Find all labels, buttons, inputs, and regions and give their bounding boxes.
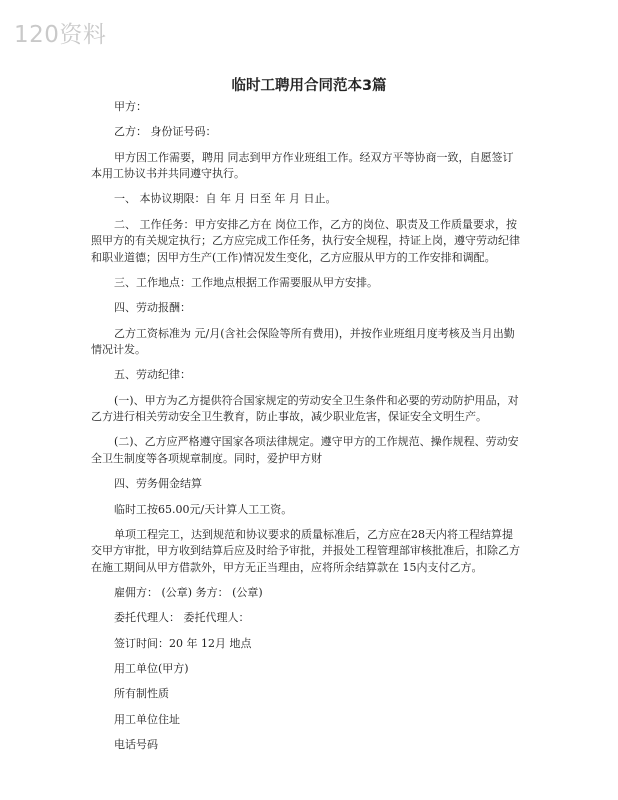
intro-paragraph: 甲方因工作需要，聘用 同志到甲方作业班组工作。经双方平等协商一致，自愿签订本用工协议书并共同遵守执行。 [91, 150, 514, 181]
clause-settlement-rate: 临时工按65.00元/天计算人工工资。 [114, 502, 293, 516]
employer-address: 用工单位住址 [114, 712, 180, 726]
clause-location: 三、工作地点：工作地点根据工作需要服从甲方安排。 [114, 275, 378, 289]
document-title: 临时工聘用合同范本3篇 [231, 78, 387, 94]
document-body [91, 99, 521, 762]
clause-settlement-heading: 四、劳务佣金结算 [114, 477, 202, 491]
watermark: 120资料 [14, 22, 107, 48]
phone-number: 电话号码 [114, 737, 158, 751]
signing-date: 签订时间：20 年 12月 地点 [114, 636, 252, 650]
party-a-line: 甲方： [114, 100, 147, 113]
clause-settlement-text: 单项工程完工，达到规范和协议要求的质量标准后，乙方应在28天内将工程结算提交甲方审批，甲方收到结算后应及时给予审批，并报处工程管理部审核批准后，扣除乙方在施工期间从甲方借款外，甲方无正当理由，应将所余结算款在 15内支付乙方。 [91, 527, 520, 574]
ownership-type: 所有制性质 [114, 687, 169, 701]
clause-tasks: 二、 工作任务：甲方安排乙方在 岗位工作，乙方的岗位、职责及工作质量要求，按照甲方的有关规定执行；乙方应完成工作任务，执行安全规程，持证上岗，遵守劳动纪律和职业道德；因甲方生产(工作)情况发生变化，乙方应服从甲方的工作安排和调配。 [91, 217, 520, 264]
signature-agents: 委托代理人： 委托代理人： [114, 611, 250, 625]
party-b-line: 乙方： 身份证号码： [114, 125, 217, 139]
clause-term: 一、 本协议期限：自 年 月 日至 年 月 日止。 [114, 192, 337, 206]
clause-pay-text: 乙方工资标准为 元/月(含社会保险等所有费用)，并按作业班组月度考核及当月出勤情况计发。 [91, 326, 515, 357]
clause-discipline-2: (二)、乙方应严格遵守国家各项法律规定。遵守甲方的工作规范、操作规程、劳动安全卫生制度等各项规章制度。同时，爱护甲方财 [91, 435, 519, 465]
clause-discipline-heading: 五、劳动纪律： [114, 368, 191, 382]
employer-unit: 用工单位(甲方) [114, 662, 189, 676]
clause-discipline-1: (一)、甲方为乙方提供符合国家规定的劳动安全卫生条件和必要的劳动防护用品，对乙方进行相关劳动安全卫生教育，防止事故，减少职业危害，保证安全文明生产。 [91, 393, 519, 424]
clause-pay-heading: 四、劳动报酬： [114, 301, 191, 315]
signature-parties: 雇佣方： (公章) 务方： (公章) [114, 586, 263, 600]
